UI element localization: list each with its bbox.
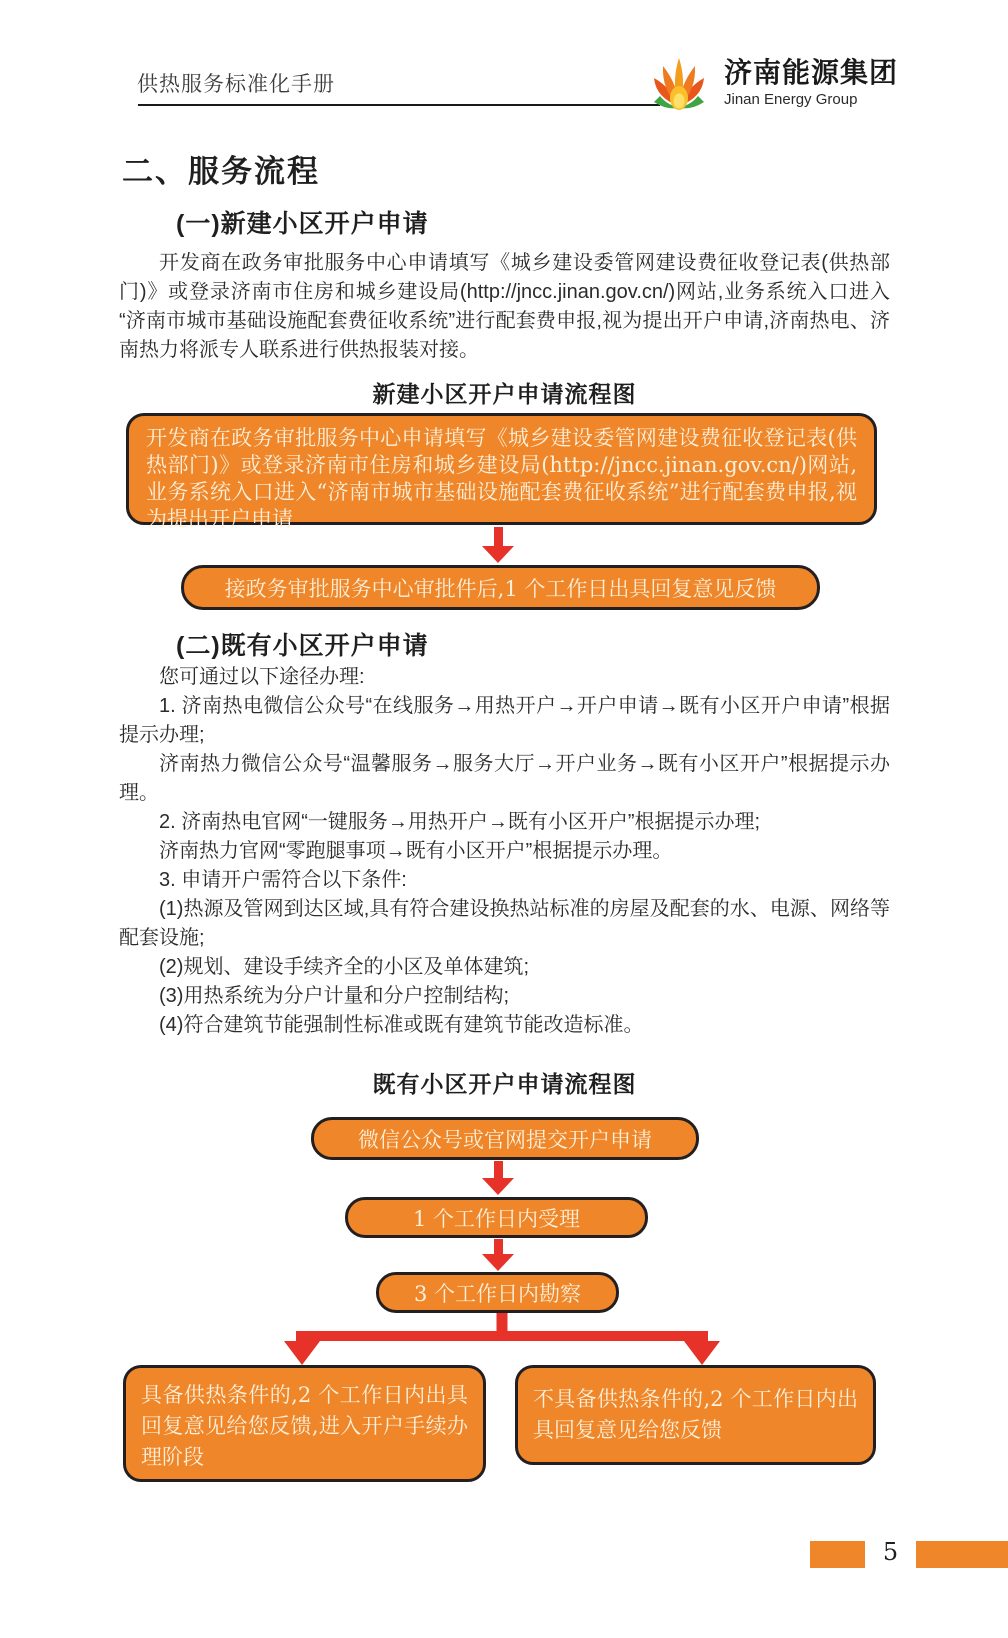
header-manual-title: 供热服务标准化手册 <box>137 73 335 96</box>
section1-body <box>119 249 890 365</box>
section2-paragraph: (1)热源及管网到达区域,具有符合建设换热站标准的房屋及配套的水、电源、网络等配套设施; <box>119 898 890 949</box>
section2-paragraph: 3. 申请开户需符合以下条件: <box>159 869 407 891</box>
logo-text <box>724 58 898 108</box>
header-divider <box>138 104 660 106</box>
flowchart2-branch-right-box: 不具备供热条件的,2 个工作日内出具回复意见给您反馈 <box>515 1365 876 1465</box>
company-logo <box>646 52 898 114</box>
logo-company-name-cn: 济南能源集团 <box>724 57 899 89</box>
lotus-flame-icon <box>646 52 712 114</box>
flowchart1-step1-box: 开发商在政务审批服务中心申请填写《城乡建设委管网建设费征收登记表(供热部门)》或登录济南市住房和城乡建设局(http://jncc.jinan.gov.cn/)网站,业务系统入口进入“济南市城市基础设施配套费征收系统”进行配套费申报,视为提出开户申请 <box>126 413 877 525</box>
section2-paragraph: (2)规划、建设手续齐全的小区及单体建筑; <box>159 956 529 978</box>
footer-right-bar <box>916 1541 1008 1568</box>
down-arrow-icon <box>482 1239 514 1271</box>
flowchart2-branch-left-box: 具备供热条件的,2 个工作日内出具回复意见给您反馈,进入开户手续办理阶段 <box>123 1365 486 1482</box>
down-arrow-icon <box>482 1161 514 1195</box>
section2-paragraph: 济南热力官网“零跑腿事项→既有小区开户”根据提示办理。 <box>159 840 673 862</box>
section2-paragraph: (3)用热系统为分户计量和分户控制结构; <box>159 985 509 1007</box>
chapter-title: 二、服务流程 <box>122 154 320 189</box>
footer-left-bar <box>810 1541 865 1568</box>
section2-paragraph: 2. 济南热电官网“一键服务→用热开户→既有小区开户”根据提示办理; <box>159 811 761 833</box>
branch-arrows-icon <box>282 1313 722 1367</box>
section2-body <box>119 663 890 1040</box>
arrow-shaft <box>494 1239 503 1254</box>
flowchart2-step2-box: 1 个工作日内受理 <box>345 1197 648 1238</box>
arrow-head <box>482 546 514 563</box>
flowchart2-step1-box: 微信公众号或官网提交开户申请 <box>311 1117 699 1160</box>
section2-paragraph: 1. 济南热电微信公众号“在线服务→用热开户→开户申请→既有小区开户申请”根据提示办理; <box>119 695 890 746</box>
arrow-shaft <box>494 1161 503 1178</box>
arrow-head <box>482 1254 514 1271</box>
flowchart1-title: 新建小区开户申请流程图 <box>372 381 637 407</box>
flowchart2-step3-box: 3 个工作日内勘察 <box>376 1272 619 1313</box>
section2-paragraph: 您可通过以下途径办理: <box>159 666 365 688</box>
arrow-shaft <box>494 527 503 546</box>
section2-paragraph: 济南热力微信公众号“温馨服务→服务大厅→开户业务→既有小区开户”根据提示办理。 <box>119 753 890 804</box>
section1-paragraph: 开发商在政务审批服务中心申请填写《城乡建设委管网建设费征收登记表(供热部门)》或登录济南市住房和城乡建设局(http://jncc.jinan.gov.cn/)网站,业务系统入口进入“济南市城市基础设施配套费征收系统”进行配套费申报,视为提出开户申请,济南热电、济南热力将派专人联系进行供热报装对接。 <box>119 252 890 361</box>
down-arrow-icon <box>482 527 514 563</box>
arrow-head <box>482 1178 514 1195</box>
flowchart1-step2-box: 接政务审批服务中心审批件后,1 个工作日出具回复意见反馈 <box>181 565 820 610</box>
section2-heading: (二)既有小区开户申请 <box>176 632 429 660</box>
section2-paragraph: (4)符合建筑节能强制性标准或既有建筑节能改造标准。 <box>159 1014 644 1036</box>
section1-heading: (一)新建小区开户申请 <box>176 210 429 238</box>
page-number: 5 <box>882 1538 899 1566</box>
logo-company-name-en: Jinan Energy Group <box>724 90 858 108</box>
flowchart2-title: 既有小区开户申请流程图 <box>372 1071 637 1097</box>
